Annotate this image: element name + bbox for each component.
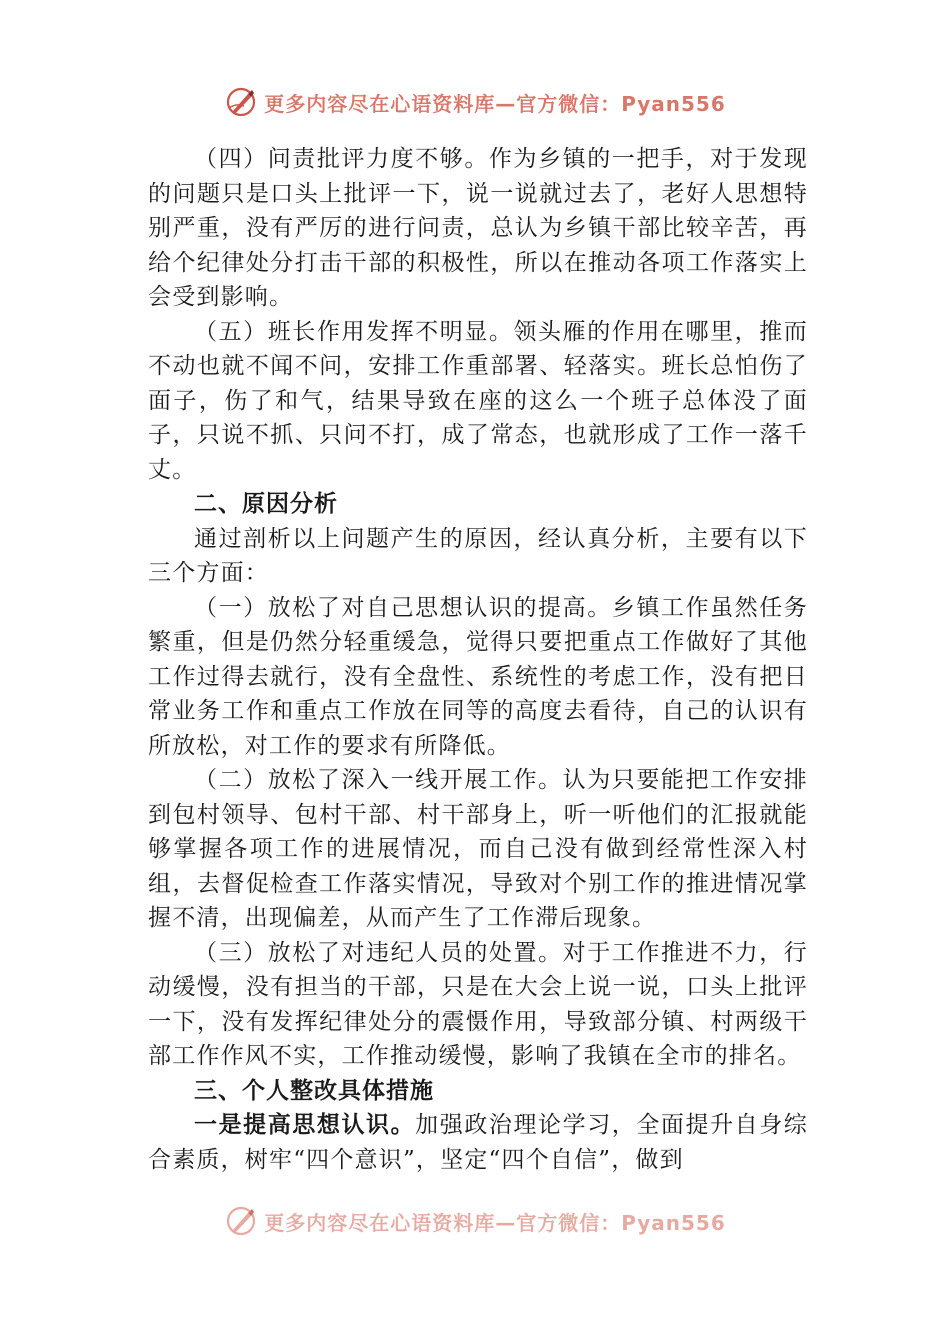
pen-logo-icon xyxy=(224,1204,258,1238)
paragraph-intro: 通过剖析以上问题产生的原因，经认真分析，主要有以下三个方面： xyxy=(148,525,808,586)
paragraph-frontline xyxy=(148,763,808,936)
paragraph-discipline xyxy=(148,936,808,1074)
paragraph-lead: （四）问责批评力度不够。 xyxy=(194,146,489,172)
paragraph-text: 加强政治理论学习，全面提升自身综合素质，树牢“四个意识”，坚定“四个自信”，做到 xyxy=(148,1112,808,1173)
paragraph-lead: （二）放松了深入一线开展工作。 xyxy=(194,767,563,793)
paragraph-measure-one xyxy=(148,1108,808,1177)
paragraph-lead: （一）放松了对自己思想认识的提高。 xyxy=(194,594,612,621)
paragraph-accountability xyxy=(148,142,808,315)
paragraph-thinking xyxy=(148,591,808,764)
watermark-banner-top xyxy=(0,82,950,122)
paragraph-lead: （五）班长作用发挥不明显。 xyxy=(194,318,514,345)
paragraph-text: 作为乡镇的一把手，对于发现的问题只是口头上批评一下，说一说就过去了，老好人思想特别严重，没有严厉的进行问责，总认为乡镇干部比较辛苦，再给个纪律处分打击干部的积极性，所以在推动各项工作落实上会受到影响。 xyxy=(148,146,808,310)
pen-logo-icon xyxy=(224,85,258,119)
paragraph-text: 乡镇工作虽然任务繁重，但是仍然分轻重缓急，觉得只要把重点工作做好了其他工作过得去就行，没有全盘性、系统性的考虑工作，没有把日常业务工作和重点工作放在同等的高度去看待，自己的认识有所放松，对工作的要求有所降低。 xyxy=(148,594,808,759)
watermark-text: 更多内容尽在心语资料库—官方微信：Pyan556 xyxy=(264,1210,726,1235)
paragraph-lead: （三）放松了对违纪人员的处置。 xyxy=(194,939,563,966)
paragraph-leader-role xyxy=(148,315,808,488)
paragraph-text: 领头雁的作用在哪里，推而不动也就不闻不问，安排工作重部署、轻落实。班长总怕伤了面子，伤了和气，结果导致在座的这么一个班子总体没了面子，只说不抓、只问不打，成了常态，也就形成了工作一落千丈。 xyxy=(148,318,808,483)
paragraph-lead-bold: 一是提高思想认识。 xyxy=(194,1112,416,1138)
section-heading-cause-analysis: 二、原因分析 xyxy=(194,491,338,517)
paragraph-text: 认为只要能把工作安排到包村领导、包村干部、村干部身上，听一听他们的汇报就能够掌握各项工作的进展情况，而自己没有做到经常性深入村组，去督促检查工作落实情况，导致对个别工作的推进情况掌握不清，出现偏差，从而产生了工作滞后现象。 xyxy=(148,767,808,931)
paragraph-text: 对于工作推进不力，行动缓慢，没有担当的干部，只是在大会上说一说，口头上批评一下，没有发挥纪律处分的震慑作用，导致部分镇、村两级干部工作作风不实，工作推动缓慢，影响了我镇在全市的排名。 xyxy=(148,939,808,1069)
watermark-text: 更多内容尽在心语资料库—官方微信：Pyan556 xyxy=(264,91,726,116)
document-body xyxy=(148,142,808,1177)
watermark-banner-bottom xyxy=(0,1201,950,1241)
section-heading-rectification: 三、个人整改具体措施 xyxy=(194,1077,434,1104)
